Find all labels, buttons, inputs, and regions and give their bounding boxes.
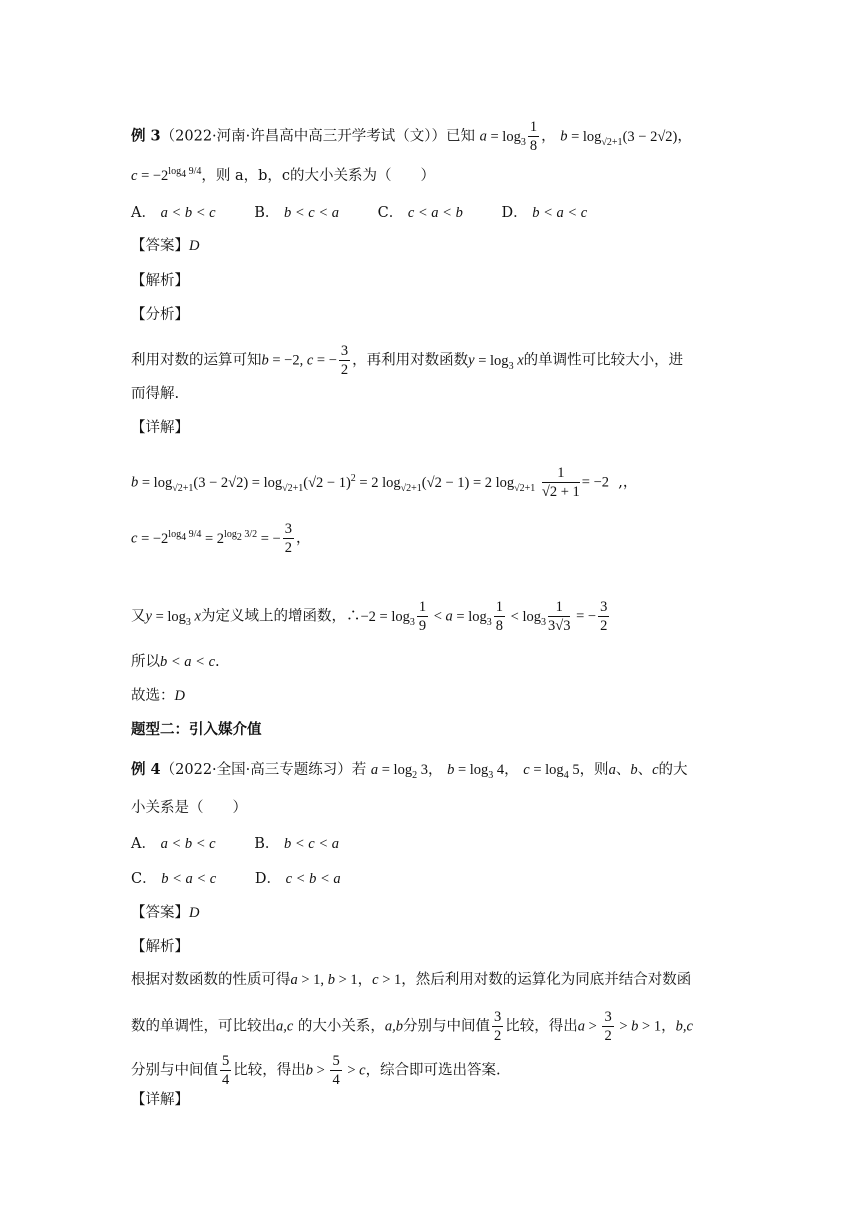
ex3-option-d: D． b < a < c — [501, 205, 588, 221]
ex3-step1: $b = \log_{√2+1}(3 - 2√2) = \log_{√2+1}(√2 - 1)^2 = 2$ $\log_{√2+1}(√2 - 1) = 2$ $\log_{√2+1}$ $\frac{1}{√2 + 1}$ = −2 ,， — [131, 465, 638, 500]
ex3-fenxi: 【分析】 — [131, 307, 189, 323]
ex3-options — [131, 203, 621, 223]
ex4-options-row1 — [131, 834, 373, 854]
ex4-option-a: A． a < b < c — [131, 836, 216, 852]
ex4-detail: 【详解】 — [131, 1092, 189, 1108]
ex4-option-d: D． c < b < a — [254, 871, 341, 887]
ex3-option-a: A． a < b < c — [131, 205, 216, 221]
ex4-analysis-line2: 数的单调性，可比较出a,c 的大小关系，a,b分别与中间值 $\frac{3}{2}$ 比较，得出a > $\frac{3}{2}$ > b > 1，b,c — [131, 1009, 693, 1044]
ex4-option-c: C． b < a < c — [131, 871, 217, 887]
ex4-answer: 【答案】D — [131, 905, 200, 921]
type2-title: 题型二：引入媒介值 — [131, 721, 262, 738]
ex4-question-line2: 小关系是（ ） — [131, 800, 247, 816]
ex3-step2: $c = -2^{log_4 9/4} = 2^{log_2 3/2}$ = − $\frac{3}{2}$ ， — [131, 521, 311, 556]
ex3-analysis-line2: 而得解. — [131, 386, 180, 402]
ex4-jiexi: 【解析】 — [131, 939, 189, 955]
frac-1-8: $\frac{1}{8}$ — [529, 119, 538, 154]
ex3-q-tail: 的大小关系为（ ） — [290, 167, 436, 184]
ex3-choose: 故选：D — [131, 688, 185, 704]
ex4-analysis-line1: 根据对数函数的性质可得a > 1, b > 1，c > 1，然后利用对数的运算化为同底并结合对数函 — [131, 972, 692, 988]
ex3-label: 例 3 — [131, 127, 161, 145]
ex4-option-b: B． b < c < a — [254, 836, 339, 852]
ex4-options-row2 — [131, 869, 375, 889]
ex3-analysis-line1: 利用对数的运算可知b = −2, c = − $\frac{3}{2}$ ，再利用对数函数$y = \log_3 x$的单调性可比较大小，进 — [131, 343, 684, 378]
ex3-vars: 则 a，b，c — [215, 167, 291, 184]
formula-a: a — [479, 128, 487, 145]
ex3-step3: 又$y = \log_3 x$为定义域上的增函数，∴−2 = $\log_3$ $\frac{1}{9}$ < $a = \log_3$ $\frac{1}{8}$ < $\log_3$ $\frac{1}{3√3}$ = − $\frac{3}{2}$ — [131, 599, 608, 634]
ex3-source: （2022·河南·许昌高中高三开学考试（文）） — [160, 128, 447, 145]
ex3-step4: 所以b < a < c. — [131, 654, 220, 670]
ex3-question-line2: $c = -2^{log_4 9/4}$，则 a，b，c的大小关系为（ ） — [131, 166, 436, 184]
ex3-question-line1: 例 3（2022·河南·许昌高中高三开学考试（文））已知 $a = \log_3$ $\frac{1}{8}$ ， $b = \log_{√2+1}(3 - 2√2)$， — [131, 119, 692, 154]
ex3-detail: 【详解】 — [131, 420, 189, 436]
ex3-answer: 【答案】D — [131, 238, 200, 254]
ex3-option-b: B． b < c < a — [254, 205, 339, 221]
ex4-analysis-line3: 分别与中间值 $\frac{5}{4}$ 比较，得出b > $\frac{5}{4}$ > c，综合即可选出答案. — [131, 1053, 501, 1088]
ex3-q-text: 已知 — [446, 128, 476, 145]
ex3-jiexi: 【解析】 — [131, 273, 189, 289]
ex4-question-line1: 例 4（2022·全国·高三专题练习）若 $a = \log_2 3$， $b = \log_3 4$， $c = \log_4 5$，则a、b、c的大 — [131, 761, 688, 781]
ex3-option-c: C． c < a < b — [377, 205, 463, 221]
